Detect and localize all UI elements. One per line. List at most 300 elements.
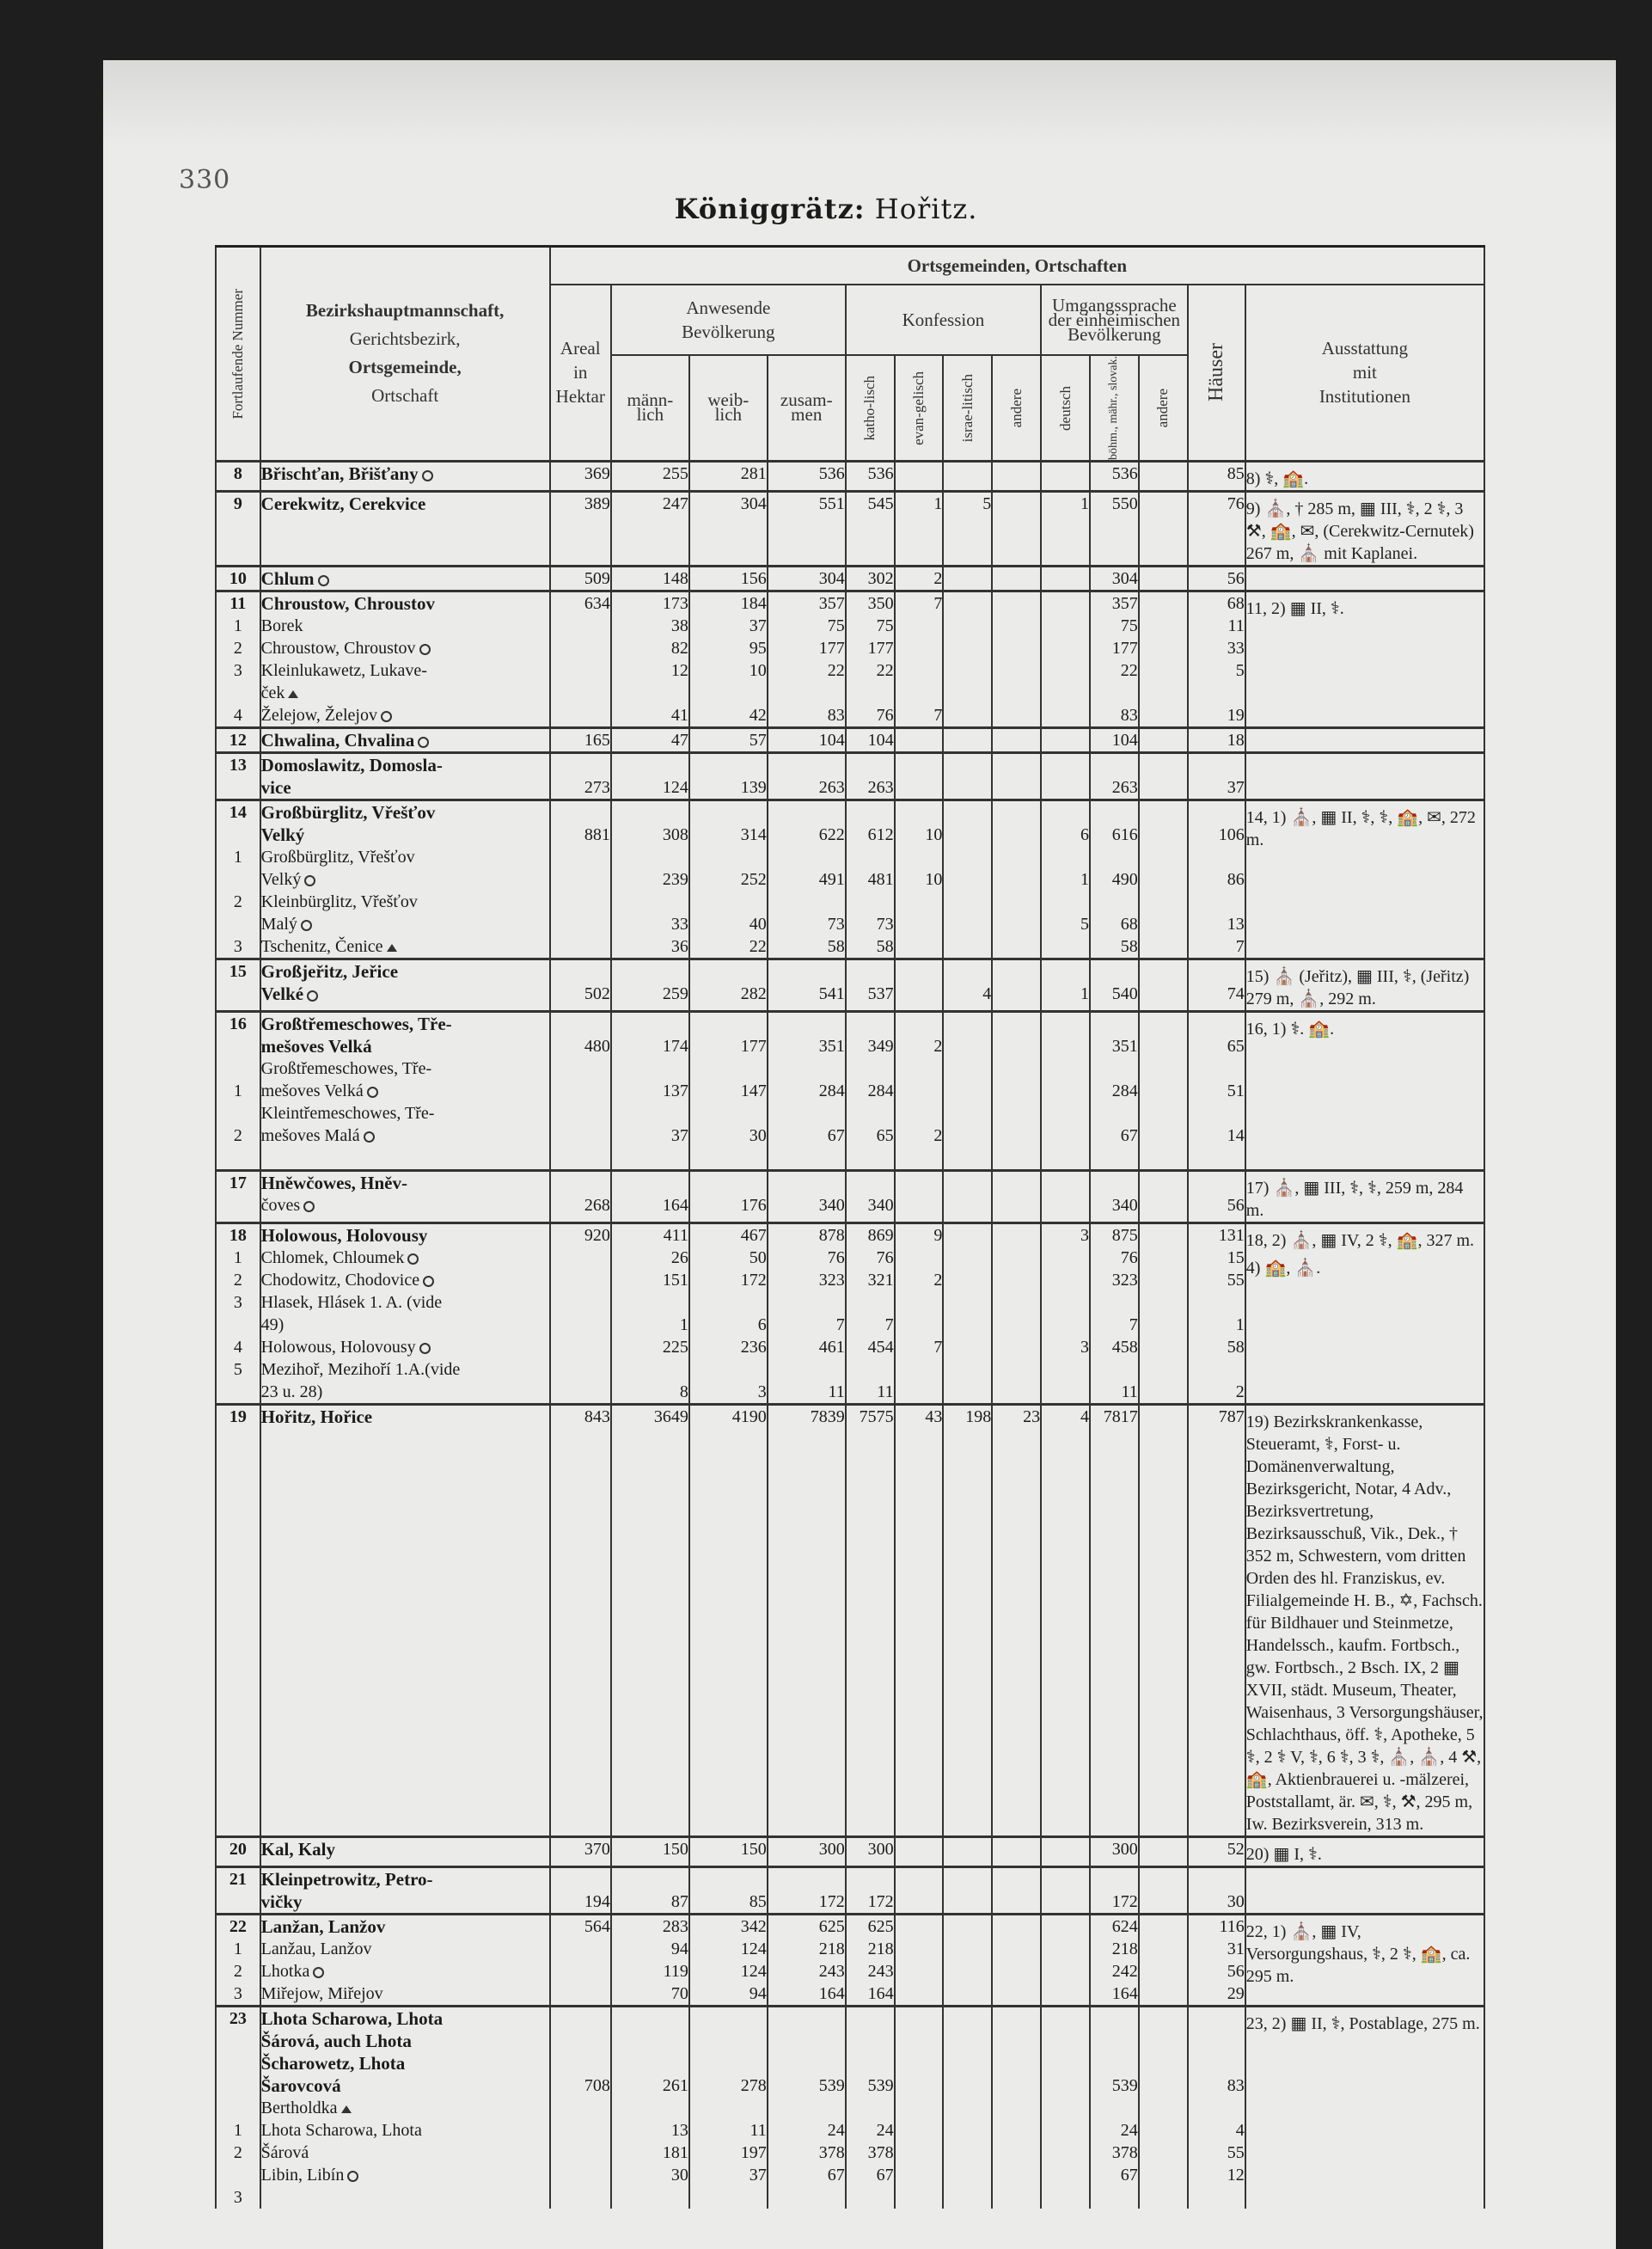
table-row	[216, 752, 1484, 800]
cell-areal: 502	[550, 959, 611, 1011]
cell-de	[1041, 566, 1090, 591]
cell-areal: 564	[550, 1914, 611, 2006]
cell-h: 56	[1188, 1170, 1245, 1223]
cell-kat: 625 218 243 164	[846, 1914, 895, 2006]
cell-w: 177 147 30	[689, 1011, 768, 1170]
table-row	[216, 727, 1484, 752]
cell-an2	[1139, 959, 1188, 1011]
place-name	[260, 752, 550, 800]
cell-de: 1	[1041, 491, 1090, 566]
circle-marker-icon	[418, 737, 429, 748]
cell-bo: 351 284 67	[1090, 1011, 1139, 1170]
institutions	[1245, 1170, 1484, 1223]
cell-an2	[1139, 491, 1188, 566]
municipality-name: Kleinpetrowitz, Petro-	[260, 1868, 433, 1890]
institutions	[1245, 491, 1484, 566]
cell-de	[1041, 1170, 1090, 1223]
header-anwesende: Anwesende Bevölkerung	[611, 285, 846, 355]
cell-w: 314 252 40 22	[689, 800, 768, 959]
locality-name: Želejow, Želejov	[261, 704, 549, 726]
locality-name: Kleinbürglitz, Vřešťov	[260, 892, 418, 911]
header-weiblich: weib- lich	[689, 355, 768, 461]
header-umgangssprache: Umgangssprache der einheimischen Bevölkerung	[1041, 285, 1188, 355]
locality-name: Velký	[260, 824, 305, 845]
triangle-marker-icon	[288, 690, 298, 698]
cell-areal: 708	[550, 2006, 611, 2209]
row-number	[216, 591, 260, 727]
header-boehm: böhm., mähr., slovak.	[1090, 355, 1139, 461]
cell-and	[992, 1170, 1041, 1223]
locality-name: Großtřemeschowes, Tře-	[260, 1058, 432, 1078]
cell-an2	[1139, 566, 1188, 591]
locality-name: Holowous, Holovousy	[261, 1336, 549, 1358]
row-number	[216, 752, 260, 800]
cell-ev: 1	[895, 491, 944, 566]
cell-h: 37	[1188, 752, 1245, 800]
cell-w: 4190	[689, 1404, 768, 1836]
cell-m: 255	[611, 461, 689, 491]
row-number	[216, 727, 260, 752]
locality-name: Šárová, auch Lhota	[260, 2030, 412, 2051]
institutions	[1245, 752, 1484, 800]
cell-de	[1041, 461, 1090, 491]
circle-marker-icon	[303, 1201, 315, 1212]
cell-h: 56	[1188, 566, 1245, 591]
cell-isr: 5	[943, 491, 992, 566]
cell-ev: 2	[895, 566, 944, 591]
header-andere-sprache: andere	[1139, 355, 1188, 461]
cell-and	[992, 461, 1041, 491]
row-number	[216, 1404, 260, 1836]
locality-name: ček	[261, 682, 549, 704]
row-sub-number: 3	[233, 936, 242, 956]
cell-kat: 350 75 177 22 76	[846, 591, 895, 727]
locality-name: Borek	[260, 616, 303, 635]
cell-bo: 357 75 177 22 83	[1090, 591, 1139, 727]
header-maennlich: männ- lich	[611, 355, 689, 461]
cell-isr	[943, 752, 992, 800]
table-row	[216, 1170, 1484, 1223]
circle-marker-icon	[367, 1087, 378, 1098]
cell-bo: 104	[1090, 727, 1139, 752]
place-name	[260, 566, 550, 591]
cell-and	[992, 1836, 1041, 1866]
institution-note: 16, 1) ⚕. 🏫.	[1245, 1019, 1335, 1039]
cell-isr	[943, 1223, 992, 1404]
institution-note: 19) Bezirkskrankenkasse, Steueramt, ⚕, Forst- u. Domänenverwaltung, Bezirksgericht, Notar, 4 Adv., Bezirksvertretung, Bezirksausschuß, Vik., Dek., † 352 m, Schwestern, vom dritten Orden des hl. Franziskus, ev. Filialgemeinde H. B., ✡, Fachsch. für Bildhauer und Steinmetze, Handelssch., kaufm. Fortbsch., gw. Fortbsch., 2 Bsch. IX, 2 ▦ XVII, städt. Museum, Theater, Waisenhaus, 3 Versorgungshäuser, Schlachthaus, öff. ⚕, Apotheke, 5 ⚕, 2 ⚕ V, ⚕, 6 ⚕, 3 ⚕, ⛪, ⛪, 4 ⚒, 🏫, Aktienbrauerei u. -mälzerei, Poststallamt, är. ✉, ⚕, ⚒, 295 m, Iw. Bezirksverein, 313 m.	[1245, 1412, 1484, 1834]
locality-name: 23 u. 28)	[260, 1382, 323, 1401]
place-name	[260, 591, 550, 727]
cell-ev	[895, 752, 944, 800]
cell-an2	[1139, 800, 1188, 959]
circle-marker-icon	[318, 575, 329, 586]
cell-isr	[943, 1914, 992, 2006]
row-sub-number	[217, 2052, 260, 2074]
row-sub-number: 1	[233, 1081, 242, 1100]
cell-kat: 104	[846, 727, 895, 752]
locality-name: Tschenitz, Čenice	[261, 935, 549, 958]
institution-note: 4) 🏫, ⛪.	[1245, 1258, 1321, 1278]
cell-areal: 273	[550, 752, 611, 800]
row-sub-number	[217, 2164, 260, 2186]
row-sub-number: 1	[233, 616, 242, 635]
circle-marker-icon	[304, 875, 315, 886]
locality-name: mešoves Velká	[260, 1035, 372, 1057]
cell-de	[1041, 1836, 1090, 1866]
cell-an2	[1139, 1914, 1188, 2006]
institutions	[1245, 1836, 1484, 1866]
cell-kat: 7575	[846, 1404, 895, 1836]
place-name	[260, 727, 550, 752]
row-sub-number: 2	[233, 1961, 242, 1981]
circle-marker-icon	[347, 2171, 358, 2182]
cell-m: 150	[611, 1836, 689, 1866]
locality-name: Malý	[261, 913, 549, 935]
cell-w: 139	[689, 752, 768, 800]
place-name	[260, 1836, 550, 1866]
circle-marker-icon	[419, 1343, 431, 1354]
row-number	[216, 461, 260, 491]
cell-m: 164	[611, 1170, 689, 1223]
cell-kat: 869 76 321 7 454 11	[846, 1223, 895, 1404]
circle-marker-icon	[301, 920, 312, 931]
cell-and	[992, 1223, 1041, 1404]
cell-areal: 509	[550, 566, 611, 591]
header-ortsgemeinden: Ortsgemeinden, Ortschaften	[550, 247, 1484, 285]
cell-h: 65 51 14	[1188, 1011, 1245, 1170]
cell-areal: 165	[550, 727, 611, 752]
table-body	[216, 461, 1484, 2209]
cell-isr	[943, 1170, 992, 1223]
row-sub-number	[217, 2074, 260, 2097]
institutions	[1245, 959, 1484, 1011]
cell-bo: 300	[1090, 1836, 1139, 1866]
locality-name: vičky	[260, 1891, 303, 1912]
row-sub-number	[217, 682, 260, 704]
page-title	[0, 193, 1652, 225]
cell-h: 30	[1188, 1866, 1245, 1914]
cell-isr: 198	[943, 1404, 992, 1836]
row-sub-number: 5	[233, 1359, 242, 1379]
cell-ev: 10 10	[895, 800, 944, 959]
cell-w: 467 50 172 6 236 3	[689, 1223, 768, 1404]
cell-ev	[895, 1914, 944, 2006]
cell-and	[992, 1914, 1041, 2006]
cell-kat: 300	[846, 1836, 895, 1866]
row-sub-number	[217, 1381, 260, 1403]
institutions	[1245, 727, 1484, 752]
locality-name: Velký	[261, 868, 549, 891]
institutions	[1245, 1404, 1484, 1836]
cell-an2	[1139, 727, 1188, 752]
cell-z: 551	[768, 491, 846, 566]
cell-w: 342 124 124 94	[689, 1914, 768, 2006]
row-number-main: 21	[229, 1869, 247, 1889]
cell-and	[992, 491, 1041, 566]
cell-de	[1041, 1914, 1090, 2006]
cell-h: 74	[1188, 959, 1245, 1011]
cell-m: 124	[611, 752, 689, 800]
cell-ev	[895, 1836, 944, 1866]
row-sub-number: 1	[233, 1939, 242, 1958]
cell-de: 3 3	[1041, 1223, 1090, 1404]
row-number	[216, 1914, 260, 2006]
municipality-name: Hořitz, Hořice	[260, 1406, 373, 1427]
row-sub-number	[217, 868, 260, 891]
institution-note: 14, 1) ⛪, ▦ II, ⚕, ⚕, 🏫, ✉, 272 m.	[1245, 807, 1476, 849]
cell-z: 357 75 177 22 83	[768, 591, 846, 727]
cell-ev	[895, 1170, 944, 1223]
municipality-name: Domoslawitz, Domosla-	[260, 754, 443, 775]
cell-m: 259	[611, 959, 689, 1011]
cell-isr	[943, 1836, 992, 1866]
row-sub-number: 1	[233, 1247, 242, 1267]
locality-name: Großbürglitz, Vřešťov	[260, 847, 415, 867]
row-number-main: 13	[229, 755, 247, 775]
cell-z: 622 491 73 58	[768, 800, 846, 959]
locality-name: Velké	[261, 983, 549, 1005]
cell-isr	[943, 1011, 992, 1170]
cell-ev	[895, 959, 944, 1011]
locality-name: Miřejow, Miřejov	[260, 1983, 383, 2003]
locality-name: vice	[260, 776, 291, 798]
row-sub-number	[217, 1314, 260, 1336]
cell-de	[1041, 591, 1090, 727]
cell-bo: 624 218 242 164	[1090, 1914, 1139, 2006]
cell-and	[992, 752, 1041, 800]
row-sub-number	[217, 824, 260, 846]
cell-h: 52	[1188, 1836, 1245, 1866]
cell-bo: 172	[1090, 1866, 1139, 1914]
row-number-main: 11	[229, 593, 247, 613]
row-sub-number: 2	[233, 2142, 242, 2162]
cell-w: 281	[689, 461, 768, 491]
cell-de: 6 1 5	[1041, 800, 1090, 959]
locality-name: Šarovcová	[260, 2074, 341, 2096]
cell-h: 18	[1188, 727, 1245, 752]
page-number: 330	[179, 165, 231, 195]
place-name	[260, 491, 550, 566]
header-bezirk: Bezirkshauptmannschaft, Gerichtsbezirk, Ortsgemeinde, Ortschaft	[260, 247, 550, 462]
cell-z: 7839	[768, 1404, 846, 1836]
cell-m: 261 13 181 30	[611, 2006, 689, 2209]
cell-h: 116 31 56 29	[1188, 1914, 1245, 2006]
row-number-main: 15	[229, 961, 247, 981]
cell-ev	[895, 2006, 944, 2209]
locality-name: Kleintřemeschowes, Tře-	[260, 1103, 435, 1123]
cell-areal: 881	[550, 800, 611, 959]
header-konfession: Konfession	[846, 285, 1041, 355]
row-sub-number: 3	[233, 1983, 242, 2003]
institutions	[1245, 566, 1484, 591]
locality-name: Chlomek, Chloumek	[261, 1247, 549, 1269]
locality-name: Šárová	[260, 2142, 309, 2162]
row-sub-number: 2	[233, 638, 242, 658]
cell-kat: 539 24 378 67	[846, 2006, 895, 2209]
table-row	[216, 1914, 1484, 2006]
institution-note: 23, 2) ▦ II, ⚕, Postablage, 275 m.	[1245, 2013, 1480, 2033]
cell-m: 283 94 119 70	[611, 1914, 689, 2006]
cell-kat: 537	[846, 959, 895, 1011]
place-name	[260, 2006, 550, 2209]
row-sub-number: 4	[233, 1337, 242, 1357]
institutions	[1245, 800, 1484, 959]
municipality-name: Hněwčowes, Hněv-	[260, 1172, 407, 1193]
cell-w: 184 37 95 10 42	[689, 591, 768, 727]
place-name	[260, 800, 550, 959]
cell-areal: 389	[550, 491, 611, 566]
cell-bo: 539 24 378 67	[1090, 2006, 1139, 2209]
row-number	[216, 1170, 260, 1223]
header-ausstattung: Ausstattung mit Institutionen	[1245, 285, 1484, 461]
cell-w: 150	[689, 1836, 768, 1866]
title-place: Hořitz.	[865, 193, 978, 225]
cell-isr	[943, 1866, 992, 1914]
header-katholisch: katho-lisch	[846, 355, 895, 461]
cell-w: 156	[689, 566, 768, 591]
cell-areal: 843	[550, 1404, 611, 1836]
cell-areal: 194	[550, 1866, 611, 1914]
institution-note: 22, 1) ⛪, ▦ IV, Versorgungshaus, ⚕, 2 ⚕, 🏫, ca. 295 m.	[1245, 1921, 1471, 1986]
cell-z: 172	[768, 1866, 846, 1914]
municipality-name: Großtřemeschowes, Tře-	[260, 1013, 452, 1034]
row-number-main: 22	[229, 1916, 247, 1936]
locality-name: Šcharowetz, Lhota	[260, 2052, 406, 2074]
row-number	[216, 1223, 260, 1404]
cell-an2	[1139, 1223, 1188, 1404]
triangle-marker-icon	[341, 2105, 352, 2113]
locality-name: Lhotka	[261, 1960, 549, 1982]
cell-w: 176	[689, 1170, 768, 1223]
table-row	[216, 1404, 1484, 1836]
municipality-name: Chlum	[261, 567, 549, 590]
cell-an2	[1139, 461, 1188, 491]
municipality-name: Lanžan, Lanžov	[260, 1915, 386, 1937]
header-fortlaufende-nummer: Fortlaufende Nummer	[216, 247, 260, 462]
cell-ev	[895, 1866, 944, 1914]
place-name	[260, 1223, 550, 1404]
row-sub-number: 3	[233, 2187, 242, 2207]
locality-name: Lhota Scharowa, Lhota	[260, 2120, 422, 2140]
cell-m: 148	[611, 566, 689, 591]
cell-kat: 545	[846, 491, 895, 566]
table-row	[216, 491, 1484, 566]
locality-name: Libin, Libín	[261, 2164, 549, 2186]
cell-ev	[895, 461, 944, 491]
cell-and	[992, 1011, 1041, 1170]
cell-de: 1	[1041, 959, 1090, 1011]
cell-ev	[895, 727, 944, 752]
locality-name: Chroustow, Chroustov	[261, 637, 549, 659]
cell-w: 85	[689, 1866, 768, 1914]
cell-ev: 2 2	[895, 1011, 944, 1170]
institution-note: 18, 2) ⛪, ▦ IV, 2 ⚕, 🏫, 327 m.	[1245, 1230, 1475, 1250]
locality-name: Lanžau, Lanžov	[260, 1939, 372, 1958]
place-name	[260, 1866, 550, 1914]
cell-m: 47	[611, 727, 689, 752]
cell-and	[992, 1866, 1041, 1914]
cell-ev: 7 7	[895, 591, 944, 727]
cell-areal: 634	[550, 591, 611, 727]
cell-areal: 268	[550, 1170, 611, 1223]
table-row	[216, 1011, 1484, 1170]
cell-h: 68 11 33 5 19	[1188, 591, 1245, 727]
institution-note: 20) ▦ I, ⚕.	[1245, 1844, 1322, 1864]
row-sub-number	[217, 1147, 260, 1169]
cell-and	[992, 566, 1041, 591]
locality-name: mešoves Velká	[261, 1080, 549, 1102]
statistics-table	[215, 245, 1485, 2209]
cell-z: 304	[768, 566, 846, 591]
cell-an2	[1139, 1866, 1188, 1914]
cell-and	[992, 800, 1041, 959]
cell-w: 278 11 197 37	[689, 2006, 768, 2209]
cell-areal: 369	[550, 461, 611, 491]
cell-de	[1041, 1011, 1090, 1170]
table-row	[216, 461, 1484, 491]
row-sub-number	[217, 1035, 260, 1057]
row-number-main: 18	[229, 1225, 247, 1245]
row-number	[216, 1011, 260, 1170]
place-name	[260, 1170, 550, 1223]
place-name	[260, 959, 550, 1011]
cell-de: 4	[1041, 1404, 1090, 1836]
row-sub-number: 3	[233, 1292, 242, 1312]
cell-de	[1041, 727, 1090, 752]
cell-isr	[943, 591, 992, 727]
header-evangelisch: evan-gelisch	[895, 355, 944, 461]
cell-m: 411 26 151 1 225 8	[611, 1223, 689, 1404]
circle-marker-icon	[423, 1276, 434, 1287]
row-number-main: 23	[229, 2008, 247, 2028]
row-number	[216, 959, 260, 1011]
institutions	[1245, 1866, 1484, 1914]
municipality-name: Cerekwitz, Cerekvice	[260, 493, 426, 514]
row-sub-number: 2	[233, 1125, 242, 1145]
locality-name: Bertholdka	[261, 2097, 549, 2119]
cell-an2	[1139, 1404, 1188, 1836]
cell-h: 787	[1188, 1404, 1245, 1836]
cell-m: 247	[611, 491, 689, 566]
cell-m: 174 137 37	[611, 1011, 689, 1170]
row-number-main: 20	[229, 1839, 247, 1859]
row-number-main: 14	[229, 802, 247, 822]
cell-h: 83 4 55 12	[1188, 2006, 1245, 2209]
municipality-name: Kal, Kaly	[260, 1838, 336, 1860]
cell-bo: 340	[1090, 1170, 1139, 1223]
locality-name: 49)	[260, 1314, 285, 1334]
cell-z: 300	[768, 1836, 846, 1866]
place-name	[260, 461, 550, 491]
institutions	[1245, 461, 1484, 491]
cell-areal: 480	[550, 1011, 611, 1170]
cell-de	[1041, 2006, 1090, 2209]
table-row	[216, 1223, 1484, 1404]
header-zusammen: zusam- men	[768, 355, 846, 461]
row-number-main: 17	[229, 1173, 247, 1192]
cell-bo: 875 76 323 7 458 11	[1090, 1223, 1139, 1404]
cell-w: 57	[689, 727, 768, 752]
locality-name: mešoves Malá	[261, 1124, 549, 1147]
cell-isr	[943, 800, 992, 959]
institution-note: 15) ⛪ (Jeřitz), ▦ III, ⚕, (Jeřitz) 279 m, ⛪, 292 m.	[1245, 966, 1470, 1008]
cell-h: 85	[1188, 461, 1245, 491]
row-number-main: 10	[229, 568, 247, 588]
cell-z: 263	[768, 752, 846, 800]
table-row	[216, 1836, 1484, 1866]
cell-isr	[943, 461, 992, 491]
institutions	[1245, 1011, 1484, 1170]
